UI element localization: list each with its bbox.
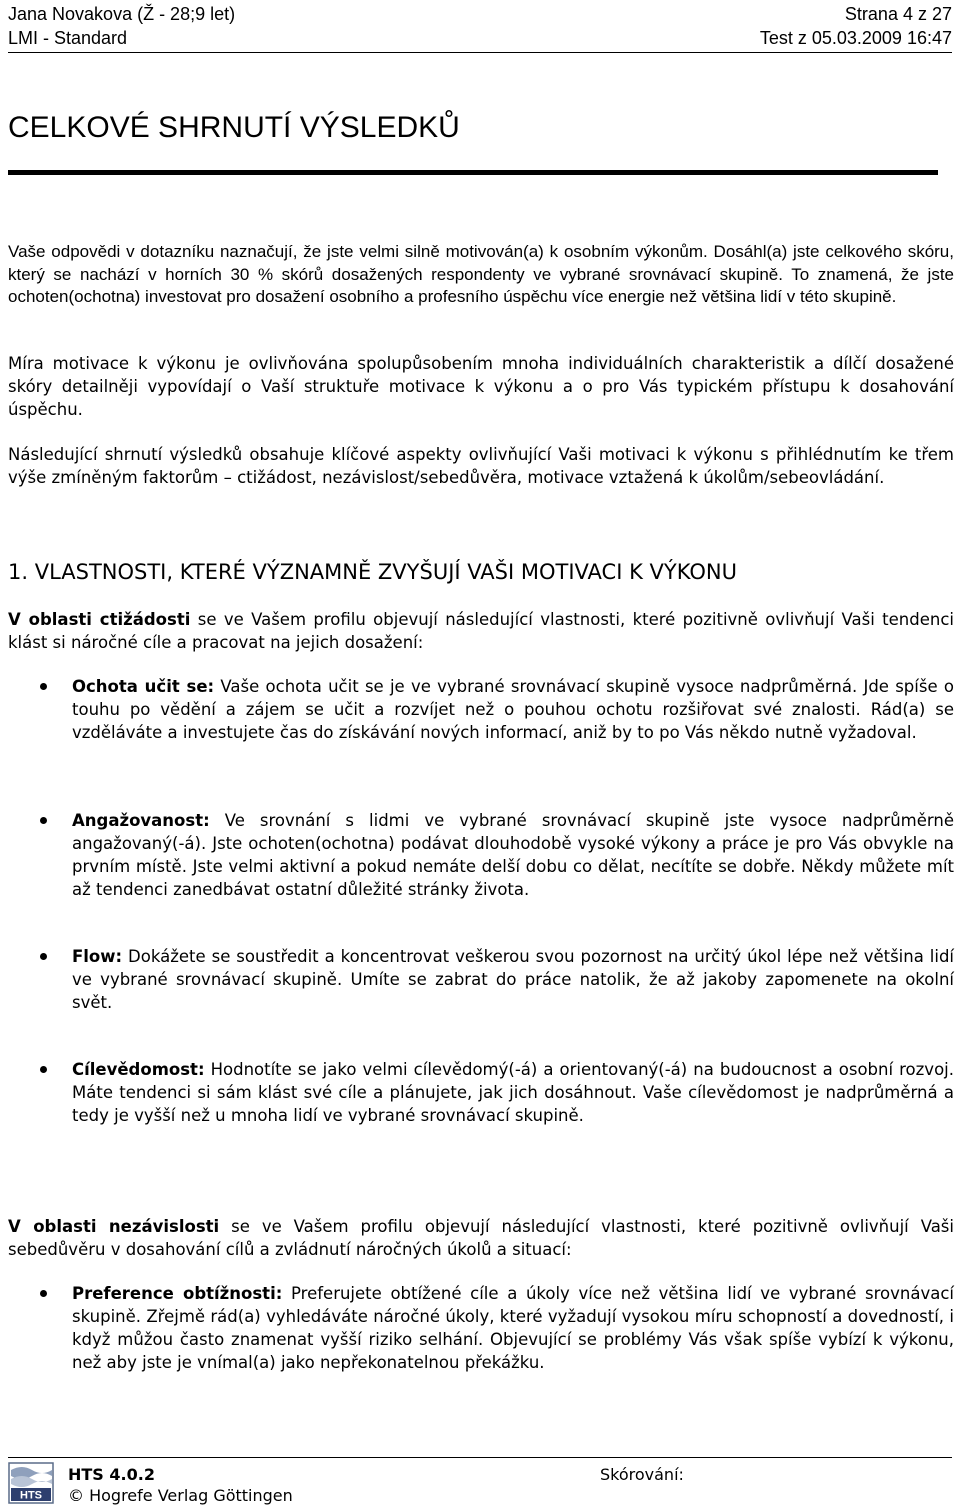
item-term: Flow: bbox=[72, 947, 123, 966]
independence-text: se ve Vašem profilu objevují následující vlastnosti, které pozitivně ovlivňují Vaši sebedůvěru v dosahování cílů a zvládnutí náročných úkolů a situací: bbox=[8, 1217, 954, 1259]
logo-text: HTS bbox=[20, 1489, 42, 1502]
list-item-engagement bbox=[72, 809, 954, 901]
item-text: Vaše ochota učit se je ve vybrané srovnávací skupině vysoce nadprůměrná. Jde spíše o touhu po vědění a zájem se učit a rozvíjet než o pouhou ochotu rozšiřovat své znalosti. Rád(a) se vzděláváte a investujete čas do získávání nových informací, aniž by to po Vás někdo nutně vyžadoval. bbox=[72, 677, 954, 742]
bullet-dot bbox=[40, 683, 47, 690]
footer-product: HTS 4.0.2 bbox=[68, 1465, 155, 1484]
title-rule bbox=[8, 170, 938, 175]
ambition-text: se ve Vašem profilu objevují následující vlastnosti, které pozitivně ovlivňují Vaši tendenci klást si náročné cíle a pracovat na jejich dosažení: bbox=[8, 610, 954, 652]
header-person: Jana Novakova (Ž - 28;9 let) bbox=[8, 4, 236, 24]
ambition-lead: V oblasti ctižádosti bbox=[8, 610, 191, 629]
footer-scoring-label: Skórování: bbox=[600, 1465, 684, 1484]
bullet-dot bbox=[40, 817, 47, 824]
header-row-2 bbox=[8, 27, 952, 49]
independence-lead: V oblasti nezávislosti bbox=[8, 1217, 220, 1236]
item-term: Cílevědomost: bbox=[72, 1060, 205, 1079]
list-item-flow bbox=[72, 945, 954, 1014]
item-term: Ochota učit se: bbox=[72, 677, 215, 696]
item-text: Hodnotíte se jako velmi cílevědomý(-á) a orientovaný(-á) na budoucnost a osobní rozvoj. Máte tendenci si sám klást své cíle a plánujete, jak jich dosáhnout. Vaše cílevědomost je nadprůměrná a tedy je vyšší než u mnoha lidí ve vybrané srovnávací skupině. bbox=[72, 1060, 954, 1125]
bullet-dot bbox=[40, 953, 47, 960]
intro-paragraph-1: Vaše odpovědi v dotazníku naznačují, že jste velmi silně motivován(a) k osobním výkonům. Dosáhl(a) jste celkového skóru, který se nachází v horních 30 % skórů dosažených respondenty ve vybrané srovnávací skupině. To znamená, že jste ochoten(ochotna) investovat pro dosažení osobního a profesního úspěchu více energie než většina lidí v této skupině. bbox=[8, 242, 954, 306]
hts-logo bbox=[8, 1462, 54, 1504]
item-text: Dokážete se soustředit a koncentrovat veškerou svou pozornost na určitý úkol lépe než většina lidí ve vybrané srovnávací skupině. Umíte se zabrat do práce natolik, že až jakoby zapomenete na okolní svět. bbox=[72, 947, 954, 1012]
ambition-paragraph bbox=[8, 608, 954, 654]
footer-divider bbox=[8, 1457, 952, 1458]
list-item-difficulty-preference bbox=[72, 1282, 954, 1374]
item-term: Preference obtížnosti: bbox=[72, 1284, 283, 1303]
independence-paragraph bbox=[8, 1215, 954, 1261]
page-title: CELKOVÉ SHRNUTÍ VÝSLEDKŮ bbox=[8, 111, 460, 144]
item-term: Angažovanost: bbox=[72, 811, 210, 830]
header-page-number: Strana 4 z 27 bbox=[844, 4, 952, 24]
item-text: Preferujete obtížené cíle a úkoly více než většina lidí ve vybrané srovnávací skupině. Zřejmě rád(a) vyhledáváte náročné úkoly, které vyžadují vysokou míru schopností a dovedností, i když můžou často znamenat vyšší riziko selhání. Objevující se problémy Vás však spíše vybízí k výkonu, než aby jste je vnímal(a) jako nepřekonatelnou překážku. bbox=[72, 1284, 955, 1372]
bullet-dot bbox=[40, 1290, 47, 1297]
header-norm: LMI - Standard bbox=[8, 28, 128, 48]
intro-paragraph-3: Následující shrnutí výsledků obsahuje klíčové aspekty ovlivňující Vaši motivaci k výkonu s přihlédnutím ke třem výše zmíněným faktorům – ctižádost, nezávislost/sebedůvěra, motivace vztažená k úkolům/sebeovládání. bbox=[8, 445, 954, 487]
section-heading: 1. VLASTNOSTI, KTERÉ VÝZNAMNĚ ZVYŠUJÍ VAŠI MOTIVACI K VÝKONU bbox=[8, 560, 737, 584]
header-row-1 bbox=[8, 3, 952, 25]
intro-paragraph-2: Míra motivace k výkonu je ovlivňována spolupůsobením mnoha individuálních charakteristik a dílčí dosažené skóry detailněji vypovídají o Vaší struktuře motivace k výkonu a o pro Vás typickém přístupu k dosahování úspěchu. bbox=[8, 354, 954, 419]
item-text: Ve srovnání s lidmi ve vybrané srovnávací skupině jste vysoce nadprůměrně angažovaný(-á). Jste ochoten(ochotna) podávat dlouhodobě vysoké výkony a práce je pro Vás obvykle na prvním místě. Jste velmi aktivní a pokud nemáte delší dobu co dělat, necítíte se dobře. Někdy můžete mít až tendenci zanedbávat ostatní důležité stránky života. bbox=[72, 811, 954, 899]
list-item-purposefulness bbox=[72, 1058, 954, 1127]
header-divider bbox=[8, 52, 952, 53]
bullet-dot bbox=[40, 1066, 47, 1073]
list-item-learning bbox=[72, 675, 954, 744]
footer-publisher: © Hogrefe Verlag Göttingen bbox=[68, 1486, 293, 1505]
header-test-date: Test z 05.03.2009 16:47 bbox=[759, 28, 952, 48]
